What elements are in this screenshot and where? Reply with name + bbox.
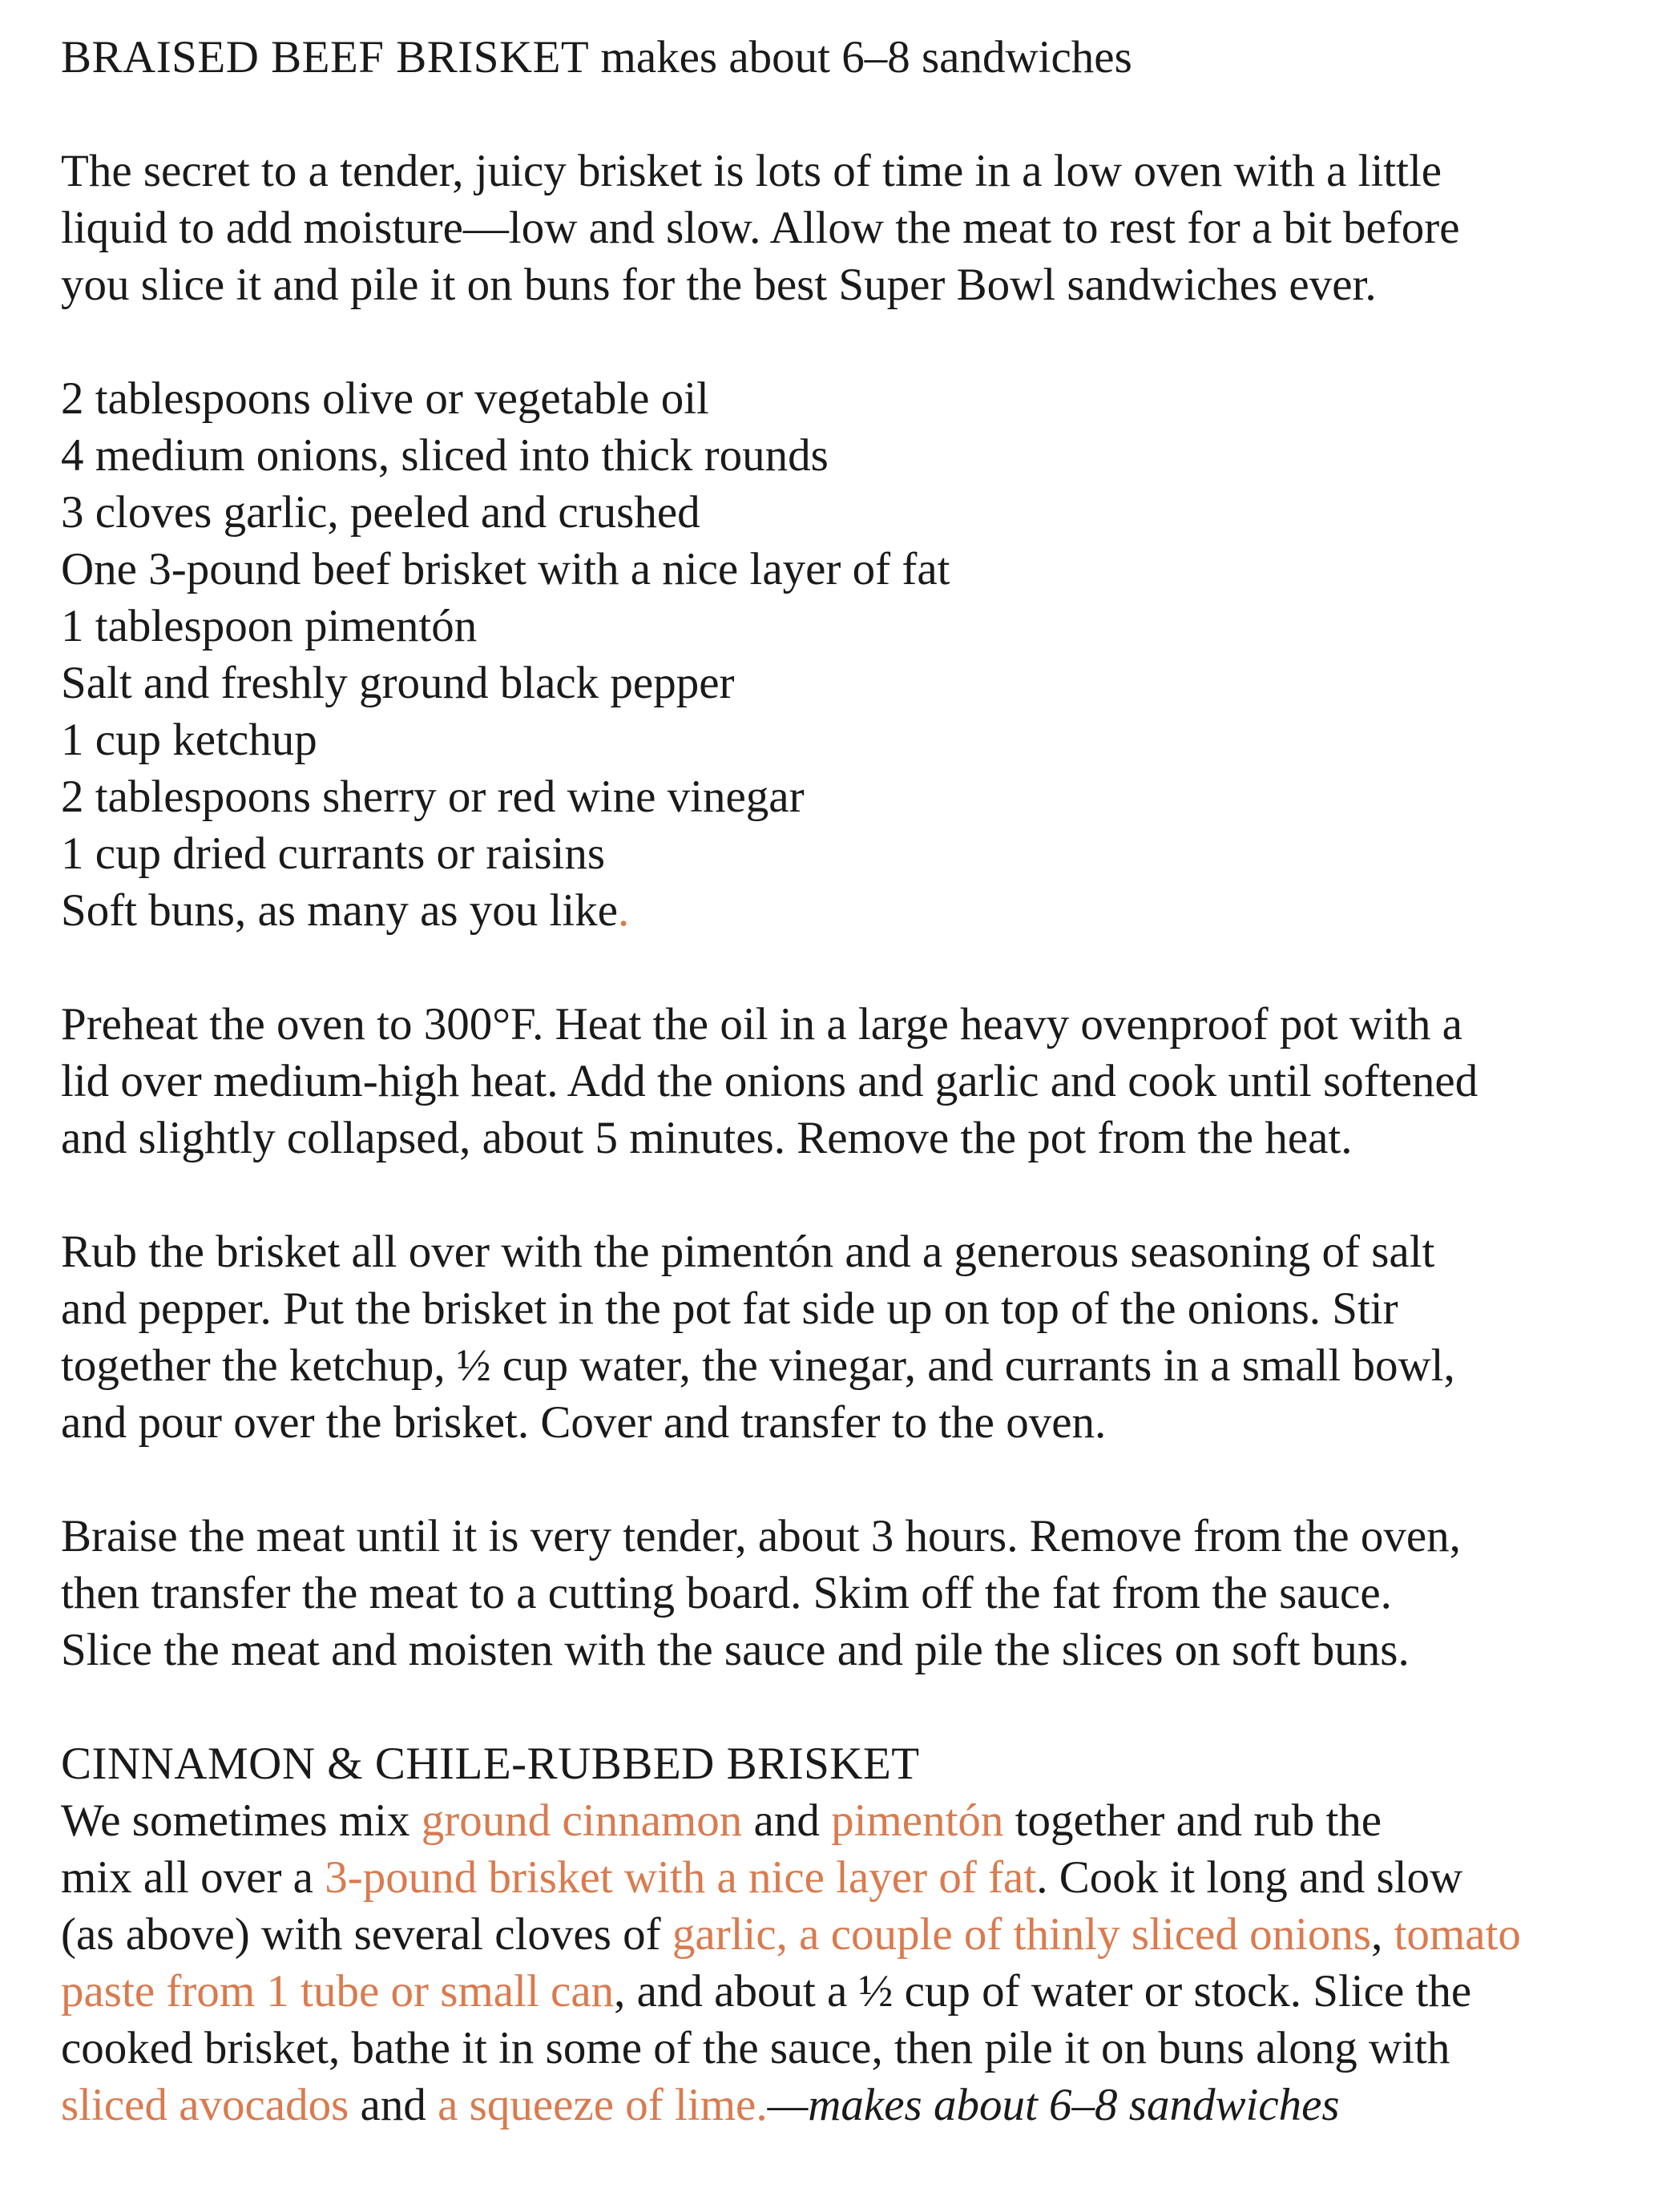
step-line: together the ketchup, ½ cup water, the vinegar, and currants in a small bowl, [61,1340,1455,1391]
body-text: (as above) with several cloves of [61,1909,672,1960]
ingredient-list [61,370,1632,939]
ingredient-period: . [618,885,630,936]
body-text: and [742,1795,832,1846]
recipe-page [61,29,1632,2133]
step-line: and pour over the brisket. Cover and transfer to the oven. [61,1397,1107,1448]
ingredient-item: 1 cup ketchup [61,715,317,765]
variation-title: CINNAMON & CHILE-RUBBED BRISKET [61,1739,920,1789]
variation-line [61,1963,1632,2020]
highlight-period: . [756,2080,768,2130]
variation-line [61,1906,1632,1963]
ingredient-text: Soft buns, as many as you like [61,885,619,936]
ingredient-item: One 3-pound beef brisket with a nice layer of fat [61,544,950,594]
intro-line: liquid to add moisture—low and slow. Allow the meat to rest for a bit before [61,203,1460,253]
recipe-title: BRAISED BEEF BRISKET [61,32,590,83]
highlight-ingredient: tomato [1394,1909,1521,1960]
variation-body [61,1792,1632,2133]
method-step-2 [61,1223,1632,1451]
ingredient-item: 1 cup dried currants or raisins [61,828,606,879]
method-step-3 [61,1508,1632,1678]
spacer [61,939,1632,996]
step-line: then transfer the meat to a cutting board. Skim off the fat from the sauce. [61,1568,1392,1618]
step-line: Braise the meat until it is very tender, about 3 hours. Remove from the oven, [61,1511,1461,1561]
highlight-ingredient: 3-pound brisket with a nice layer of fat [325,1852,1037,1903]
body-text: and [349,2080,438,2130]
spacer [61,1451,1632,1508]
body-text: . Cook it long and slow [1036,1852,1463,1903]
step-line: Preheat the oven to 300°F. Heat the oil in a large heavy ovenproof pot with a [61,999,1462,1050]
ingredient-item: 4 medium onions, sliced into thick rounds [61,430,829,481]
recipe-intro [61,143,1632,313]
ingredient-item [61,882,1632,939]
variation-line [61,2077,1632,2133]
method-step-1 [61,996,1632,1166]
highlight-ingredient: paste from 1 tube or small can [61,1966,615,2017]
highlight-ingredient: ground cinnamon [421,1795,743,1846]
body-text: mix all over a [61,1852,325,1903]
step-line: and pepper. Put the brisket in the pot fat side up on top of the onions. Stir [61,1283,1398,1334]
ingredient-item: 2 tablespoons olive or vegetable oil [61,373,709,424]
body-text: together and rub the [1003,1795,1382,1846]
step-line: lid over medium-high heat. Add the onions and garlic and cook until softened [61,1056,1478,1106]
step-line: Rub the brisket all over with the pimentón and a generous seasoning of salt [61,1227,1435,1277]
spacer [61,313,1632,370]
highlight-ingredient: sliced avocados [61,2080,349,2130]
ingredient-item: Salt and freshly ground black pepper [61,658,735,708]
body-text: We sometimes mix [61,1795,422,1846]
recipe-yield: makes about 6–8 sandwiches [589,32,1132,83]
intro-line: The secret to a tender, juicy brisket is lots of time in a low oven with a little [61,146,1442,196]
body-text: , [1371,1909,1394,1960]
body-text: , and about a ½ cup of water or stock. Slice the [614,1966,1472,2017]
highlight-ingredient: garlic, a couple of thinly sliced onions [672,1909,1372,1960]
ingredient-item: 2 tablespoons sherry or red wine vinegar [61,772,805,822]
step-line: and slightly collapsed, about 5 minutes. Remove the pot from the heat. [61,1113,1353,1163]
highlight-ingredient: a squeeze of lime [438,2080,756,2130]
variation-line [61,1792,1632,1849]
recipe-title-line [61,29,1632,86]
spacer [61,1166,1632,1223]
intro-line: you slice it and pile it on buns for the best Super Bowl sandwiches ever. [61,260,1377,310]
step-line: Slice the meat and moisten with the sauce and pile the slices on soft buns. [61,1625,1410,1675]
ingredient-item: 1 tablespoon pimentón [61,601,478,651]
ingredient-item: 3 cloves garlic, peeled and crushed [61,487,700,538]
variation-yield: —makes about 6–8 sandwiches [767,2080,1340,2130]
variation-line: cooked brisket, bathe it in some of the sauce, then pile it on buns along with [61,2023,1450,2073]
variation-line [61,1849,1632,1906]
spacer [61,86,1632,143]
spacer [61,1678,1632,1735]
highlight-ingredient: pimentón [831,1795,1004,1846]
